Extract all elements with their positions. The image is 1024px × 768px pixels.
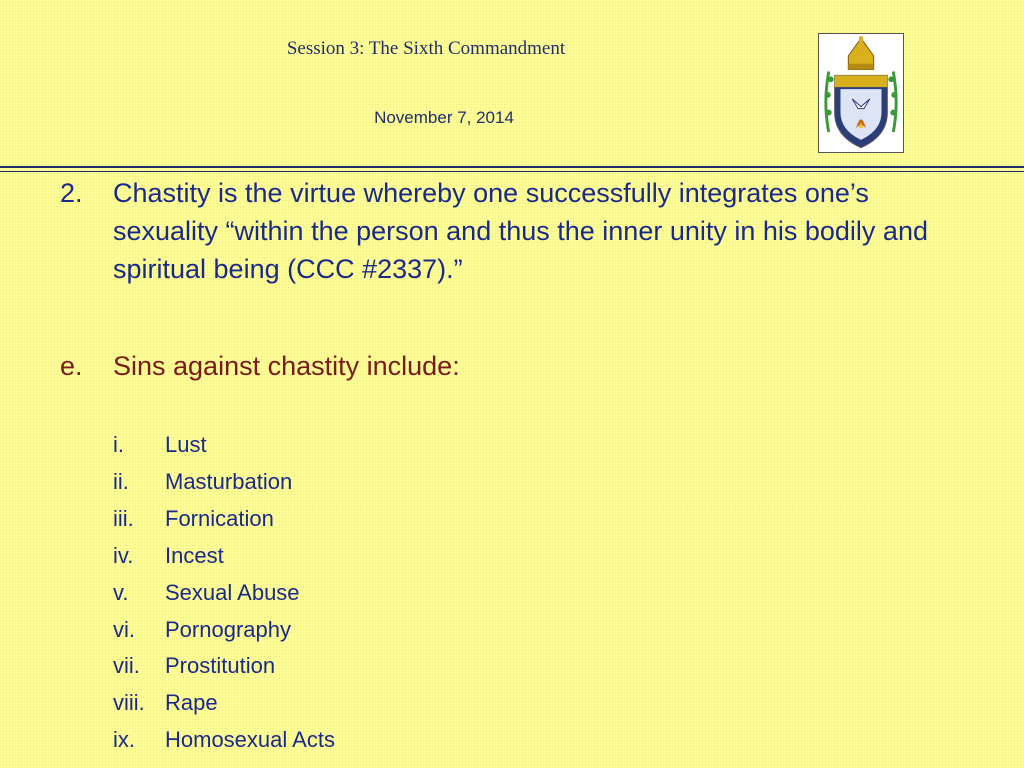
sin-list-item [113, 727, 613, 764]
sin-number: vii. [113, 653, 140, 678]
sin-number: ix. [113, 727, 135, 752]
point-text: Sins against chastity include: [113, 351, 460, 381]
sin-list-item [113, 432, 613, 469]
header-divider-thick [0, 166, 1024, 168]
sin-list-item [113, 543, 613, 580]
sin-number: v. [113, 580, 129, 605]
slide-date: November 7, 2014 [374, 108, 514, 127]
sin-number: iv. [113, 543, 134, 568]
sin-list-item [113, 506, 613, 543]
sin-number: iii. [113, 506, 134, 531]
sin-list-item [113, 580, 613, 617]
sin-number: ii. [113, 469, 129, 494]
sin-number: viii. [113, 690, 145, 715]
point-text: Chastity is the virtue whereby one successfully integrates one’s sexuality “within the person and thus the inner unity in his bodily and spiritual being (CCC #2337).” [113, 178, 928, 284]
header-divider-thin [0, 171, 1024, 172]
diocesan-coat-of-arms-icon [819, 34, 903, 152]
sin-label: Prostitution [165, 653, 276, 678]
sin-list-item [113, 653, 613, 690]
sin-label: Rape [165, 690, 218, 715]
sin-label: Incest [165, 543, 224, 568]
sin-number: vi. [113, 617, 135, 642]
slide-title: Session 3: The Sixth Commandment [286, 38, 566, 59]
point-number: e. [60, 351, 83, 381]
sin-list-item [113, 617, 613, 654]
point-2 [60, 174, 940, 288]
sin-label: Sexual Abuse [165, 580, 300, 605]
logo [818, 33, 904, 153]
sin-label: Homosexual Acts [165, 727, 335, 752]
sin-list-item [113, 469, 613, 506]
sin-label: Masturbation [165, 469, 293, 494]
sin-label: Lust [165, 432, 207, 457]
sin-label: Pornography [165, 617, 291, 642]
sin-number: i. [113, 432, 124, 457]
sin-list-item [113, 690, 613, 727]
point-e [60, 347, 940, 385]
sin-label: Fornication [165, 506, 274, 531]
point-number: 2. [60, 178, 83, 208]
